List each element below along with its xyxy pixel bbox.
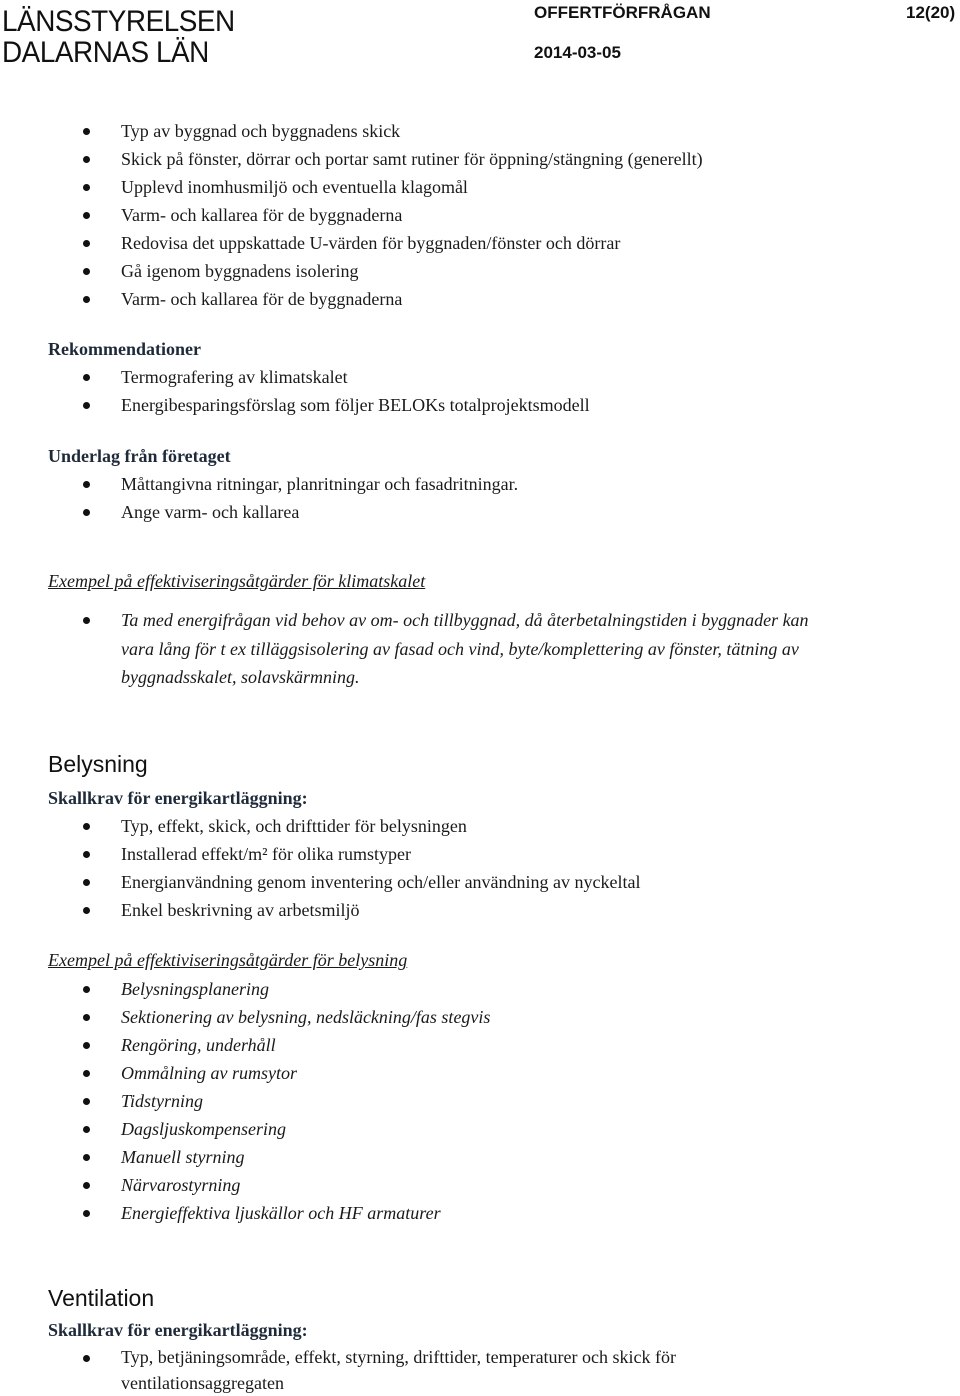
ventilation-requirements-list bbox=[48, 1344, 821, 1396]
list-item: Ta med energifrågan vid behov av om- och tillbyggnad, då återbetalningstiden i byggnader kan vara lång för t ex tilläggsisolering av fasad och vind, byte/komplettering av fönster, tätning av byggnadsskalet, solavskärmning. bbox=[48, 606, 811, 692]
list-item: Belysningsplanering bbox=[48, 975, 641, 1003]
lighting-examples-list bbox=[48, 975, 641, 1227]
logo-line-1: LÄNSSTYRELSEN bbox=[2, 5, 235, 38]
list-item: Redovisa det uppskattade U-värden för byggnaden/fönster och dörrar bbox=[48, 229, 703, 257]
list-item: Typ av byggnad och byggnadens skick bbox=[48, 117, 703, 145]
list-item: Energibesparingsförslag som följer BELOKs totalprojektsmodell bbox=[48, 391, 590, 419]
list-item: Skick på fönster, dörrar och portar samt rutiner för öppning/stängning (generellt) bbox=[48, 145, 703, 173]
list-item: Energieffektiva ljuskällor och HF armaturer bbox=[48, 1199, 641, 1227]
company-docs-list bbox=[48, 470, 518, 526]
list-item: Varm- och kallarea för de byggnaderna bbox=[48, 285, 703, 313]
list-item: Typ, betjäningsområde, effekt, styrning, drifttider, temperaturer och skick för ventilationsaggregaten bbox=[48, 1344, 821, 1396]
recommendations-heading: Rekommendationer bbox=[48, 339, 201, 359]
list-item: Upplevd inomhusmiljö och eventuella klagomål bbox=[48, 173, 703, 201]
list-item: Sektionering av belysning, nedsläckning/fas stegvis bbox=[48, 1003, 641, 1031]
list-item: Dagsljuskompensering bbox=[48, 1115, 641, 1143]
climate-examples-heading: Exempel på effektiviseringsåtgärder för klimatskalet bbox=[48, 571, 426, 591]
list-item: Energianvändning genom inventering och/eller användning av nyckeltal bbox=[48, 868, 641, 896]
list-item: Manuell styrning bbox=[48, 1143, 641, 1171]
lighting-requirements-heading: Skallkrav för energikartläggning: bbox=[48, 788, 308, 808]
climate-examples-list bbox=[48, 606, 811, 692]
logo-line-2: DALARNAS LÄN bbox=[2, 36, 209, 69]
company-docs-section bbox=[48, 442, 518, 526]
ventilation-section bbox=[48, 1284, 821, 1396]
list-item: Närvarostyrning bbox=[48, 1171, 641, 1199]
list-item: Gå igenom byggnadens isolering bbox=[48, 257, 703, 285]
list-item: Termografering av klimatskalet bbox=[48, 363, 590, 391]
lighting-heading: Belysning bbox=[48, 751, 148, 777]
lighting-section bbox=[48, 750, 641, 1227]
page-number: 12(20) bbox=[906, 3, 956, 22]
climate-examples-section bbox=[48, 567, 811, 692]
intro-section bbox=[48, 117, 703, 313]
document-type: OFFERTFÖRFRÅGAN bbox=[534, 3, 711, 22]
list-item: Ange varm- och kallarea bbox=[48, 498, 518, 526]
list-item: Enkel beskrivning av arbetsmiljö bbox=[48, 896, 641, 924]
list-item: Tidstyrning bbox=[48, 1087, 641, 1115]
ventilation-requirements-heading: Skallkrav för energikartläggning: bbox=[48, 1320, 308, 1340]
recommendations-list bbox=[48, 363, 590, 419]
list-item: Måttangivna ritningar, planritningar och fasadritningar. bbox=[48, 470, 518, 498]
lighting-examples-heading: Exempel på effektiviseringsåtgärder för belysning bbox=[48, 950, 408, 970]
intro-list bbox=[48, 117, 703, 313]
lighting-requirements-list bbox=[48, 812, 641, 924]
logo bbox=[2, 5, 235, 69]
list-item: Installerad effekt/m² för olika rumstyper bbox=[48, 840, 641, 868]
recommendations-section bbox=[48, 335, 590, 419]
list-item: Varm- och kallarea för de byggnaderna bbox=[48, 201, 703, 229]
document-date: 2014-03-05 bbox=[534, 43, 621, 62]
list-item: Rengöring, underhåll bbox=[48, 1031, 641, 1059]
list-item: Ommålning av rumsytor bbox=[48, 1059, 641, 1087]
list-item: Typ, effekt, skick, och drifttider för belysningen bbox=[48, 812, 641, 840]
company-docs-heading: Underlag från företaget bbox=[48, 446, 231, 466]
ventilation-heading: Ventilation bbox=[48, 1285, 155, 1311]
